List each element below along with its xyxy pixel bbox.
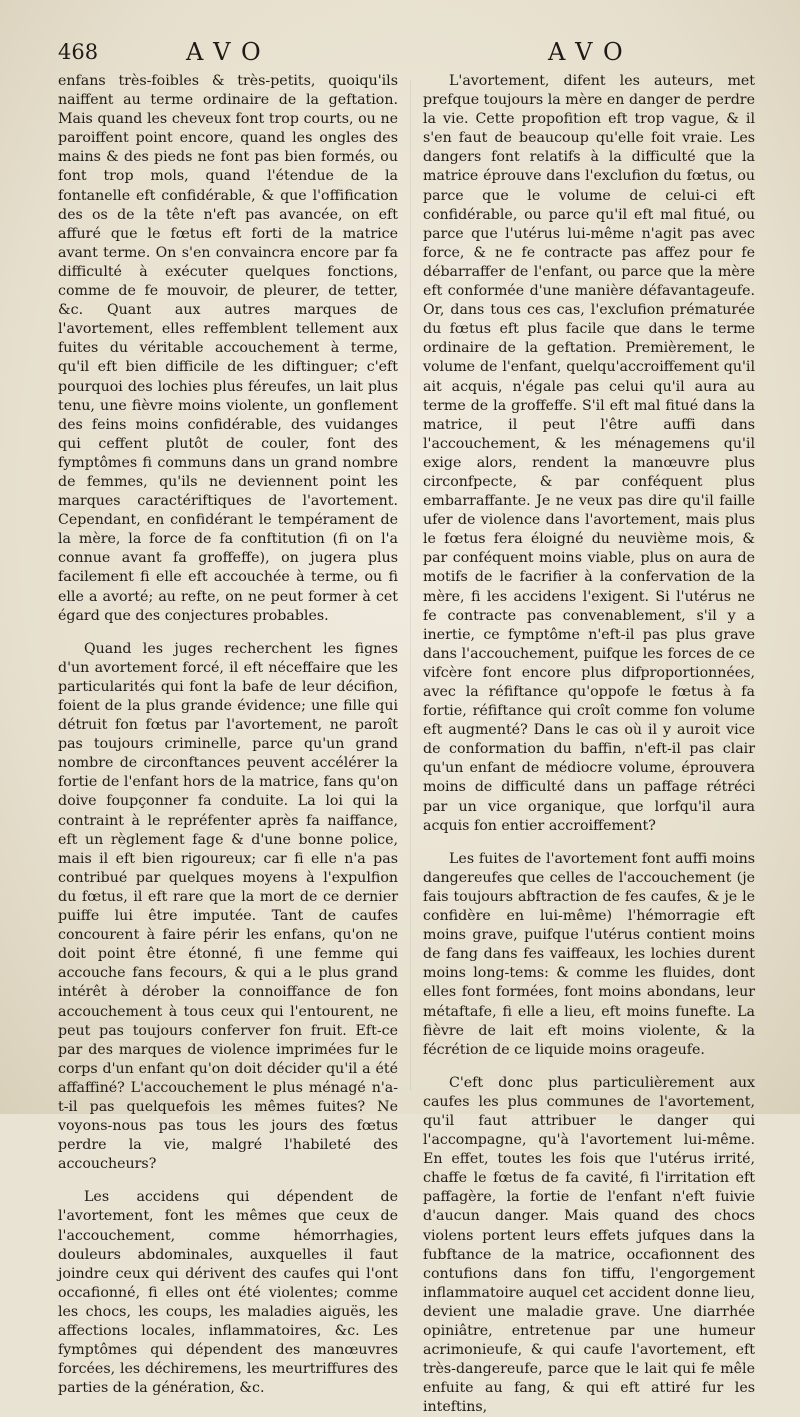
right-column xyxy=(423,72,755,1416)
page-number: 468 xyxy=(58,40,99,64)
paragraph: L'avortement, difent les auteurs, met prefque toujours la mère en danger de perdre la vie. Cette propofition eft trop vague, & il s'en faut de beaucoup qu'elle foit vraie. Les dangers font relatifs à la difficulté que la matrice éprouve dans l'exclufion du fœtus, ou parce que le volume de celui-ci eft confidérable, ou parce qu'il eft mal fitué, ou parce que l'utérus lui-même n'agit pas avec force, & ne fe contracte pas affez pour fe débarraffer de l'enfant, ou parce que la mère eft conformée d'une manière défavantageufe. Or, dans tous ces cas, l'exclufion prématurée du fœtus eft plus facile que dans le terme ordinaire de la geftation. Premièrement, le volume de l'enfant, quelqu'accroiffement qu'il ait acquis, n'égale pas celui qu'il aura au terme de la groffeffe. S'il eft mal fitué dans la matrice, il peut l'être auffi dans l'accouchement, & les ménagemens qu'il exige alors, rendent la manœuvre plus circonfpecte, & par conféquent plus embarraffante. Je ne veux pas dire qu'il faille ufer de violence dans l'avortement, mais plus le fœtus fera éloigné du neuvième mois, & par conféquent moins viable, plus on aura de motifs de le facrifier à la confervation de la mère, fi les accidens l'exigent. Si l'utérus ne fe contracte pas convenablement, s'il y a inertie, ce fymptôme n'eft-il pas plus grave dans l'accouchement, puifque les forces de ce vifcère font encore plus difproportionnées, avec la réfiftance qu'oppofe le fœtus à fa fortie, réfiftance qui croît comme fon volume eft augmenté? Dans le cas où il y auroit vice de conformation du baffin, n'eft-il pas clair qu'un enfant de médiocre volume, éprouvera moins de difficulté dans un paffage rétréci par un vice organique, que lorfqu'il aura acquis fon entier accroiffement? xyxy=(423,73,755,834)
running-title-left: AVO xyxy=(186,38,272,66)
paragraph: C'eft donc plus particulièrement aux caufes les plus communes de l'avortement, qu'il faut attribuer le danger qui l'accompagne, qu'à l'avortement lui-même. En effet, toutes les fois que l'utérus irrité, chaffe le fœtus de fa cavité, fi l'irritation eft paffagère, la fortie de l'enfant n'eft fuivie d'aucun danger. Mais quand des chocs violens portent leurs effets jufques dans la fubftance de la matrice, occafionnent des contufions dans fon tiffu, l'engorgement inflammatoire auquel cet accident donne lieu, devient une maladie grave. Une diarrhée opiniâtre, entretenue par une humeur acrimonieufe, & qui caufe l'avortement, eft très-dangereufe, parce que le lait qui fe mêle enfuite au fang, & qui eft attiré fur les inteftins, xyxy=(423,1074,755,1416)
running-title-right: AVO xyxy=(548,38,634,66)
left-column xyxy=(58,72,398,1397)
column-gutter xyxy=(410,80,411,1090)
paragraph: Les accidens qui dépendent de l'avortement, font les mêmes que ceux de l'accouchement, comme hémorrhagies, douleurs abdominales, auxquelles il faut joindre ceux qui dérivent des caufes qui l'ont occafionné, fi elles ont été violentes; comme les chocs, les coups, les maladies aiguës, les affections locales, inflammatoires, &c. Les fymptômes qui dépendent des manœuvres forcées, les déchiremens, les meurtriffures des parties de la génération, &c. xyxy=(58,1189,398,1397)
paragraph: Quand les juges recherchent les fignes d'un avortement forcé, il eft néceffaire que les particularités qui font la bafe de leur décifion, foient de la plus grande évidence; une fille qui détruit fon fœtus par l'avortement, ne paroît pas toujours criminelle, parce qu'un grand nombre de circonftances peuvent accélérer la fortie de l'enfant hors de la matrice, fans qu'on doive foupçonner fa conduite. La loi qui la contraint à le repréfenter après fa naiffance, eft un règlement fage & d'une bonne police, mais il eft bien rigoureux; car fi elle n'a pas contribué par quelques moyens à l'expulfion du fœtus, il eft rare que la mort de ce dernier puiffe lui être imputée. Tant de caufes concourent à faire périr les enfans, qu'on ne doit point être étonné, fi une femme qui accouche fans fecours, & qui a le plus grand intérêt à dérober la connoiffance de fon accouchement à tous ceux qui l'entourent, ne peut pas toujours conferver fon fruit. Eft-ce par des marques de violence imprimées fur le corps d'un enfant qu'on doit décider qu'il a été affaffiné? L'accouchement le plus ménagé n'a-t-il pas quelquefois les mêmes fuites? Ne voyons-nous pas tous les jours des fœtus perdre la vie, malgré l'habileté des accoucheurs? xyxy=(58,640,398,1173)
paragraph: Les fuites de l'avortement font auffi moins dangereufes que celles de l'accouchement (je fais toujours abftraction de fes caufes, & je le confidère en lui-même) l'hémorragie eft moins grave, puifque l'utérus contient moins de fang dans fes vaiffeaux, les lochies durent moins long-tems: & comme les fluides, dont elles font formées, font moins abondans, leur métaftafe, fi elle a lieu, eft moins funefte. La fièvre de lait eft moins violente, & la fécrétion de ce liquide moins orageufe. xyxy=(423,850,755,1058)
paragraph: enfans très-foibles & très-petits, quoiqu'ils naiffent au terme ordinaire de la geftation. Mais quand les cheveux font trop courts, ou ne paroiffent point encore, quand les ongles des mains & des pieds ne font pas bien formés, ou font trop mols, quand l'étendue de la fontanelle eft confidérable, & que l'offification des os de la tête n'eft pas avancée, on eft affuré que le fœtus eft forti de la matrice avant terme. On s'en convaincra encore par fa difficulté à exécuter quelques fonctions, comme de fe mouvoir, de pleurer, de tetter, &c. Quant aux autres marques de l'avortement, elles reffemblent tellement aux fuites du véritable accouchement à terme, qu'il eft bien difficile de les diftinguer; c'eft pourquoi des lochies plus féreufes, un lait plus tenu, une fièvre moins violente, un gonflement des feins moins confidérable, des vuidanges qui ceffent plutôt de couler, font des fymptômes fi communs dans un grand nombre de femmes, qu'ils ne deviennent point les marques caractériftiques de l'avortement. Cependant, en confidérant le tempérament de la mère, la force de fa conftitution (fi on l'a connue avant fa groffeffe), on jugera plus facilement fi elle eft accouchée à terme, ou fi elle a avorté; au refte, on ne peut former à cet égard que des conjectures probables. xyxy=(58,73,398,624)
running-header xyxy=(0,36,800,70)
